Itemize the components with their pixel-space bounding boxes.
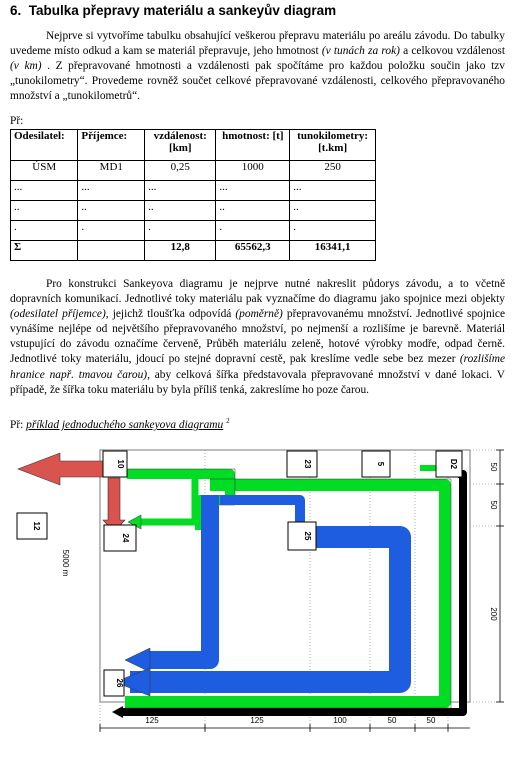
cell: 1000 [216, 161, 290, 181]
sigma-cell: Σ [11, 241, 78, 261]
section-heading: 6. Tabulka přepravy materiálu a sankeyův diagram [10, 3, 337, 18]
cell: ... [11, 181, 78, 201]
col-receiver: Příjemce: [78, 130, 145, 161]
table-example-label: Př: [10, 115, 24, 127]
cell [78, 241, 145, 261]
building-12 [17, 513, 47, 539]
right-dimension-line [496, 450, 504, 702]
cell: .. [290, 201, 376, 221]
cell: .. [145, 201, 216, 221]
product-arrowhead-1 [125, 648, 150, 672]
building-24 [104, 525, 136, 551]
dim-bottom-4: 50 [387, 716, 397, 725]
cell: . [11, 221, 78, 241]
dim-right-3: 200 [489, 607, 498, 621]
cell: MD1 [78, 161, 145, 181]
cell: ... [290, 181, 376, 201]
cell: . [216, 221, 290, 241]
label-24: 24 [121, 533, 130, 543]
col-tonkm: tunokilometry: [t.km] [290, 130, 376, 161]
bottom-dimension-line [100, 724, 470, 732]
dim-right-2: 50 [489, 500, 498, 510]
cell: .. [216, 201, 290, 221]
label-23: 23 [303, 459, 312, 469]
sankey-diagram [0, 438, 523, 758]
cell: ... [216, 181, 290, 201]
col-weight: hmotnost: [t] [216, 130, 290, 161]
bottom-dimensions [145, 716, 436, 725]
table-row [11, 221, 376, 241]
label-26: 26 [115, 678, 124, 688]
cell: . [145, 221, 216, 241]
dim-bottom-3: 100 [333, 716, 347, 725]
waste-arrowhead [112, 706, 123, 718]
scale-label: 5000 m [61, 549, 70, 577]
total-weight: 65562,3 [216, 241, 290, 261]
total-tonkm: 16341,1 [290, 241, 376, 261]
label-5: 5 [376, 461, 385, 467]
dim-bottom-5: 50 [426, 716, 436, 725]
cell: .. [11, 201, 78, 221]
label-12: 12 [32, 521, 41, 531]
paragraph-sankey-construction: Pro konstrukci Sankeyova diagramu je nejprve nutné nakreslit půdorys závodu, a to včetně dopravních komunikací. Jednotlivé toky materiálu pak vyznačíme do diagramu jako spojnice mezi objekty (odesilatel příjemce), jejichž tloušťka odpovídá (poměrně) přepravovanému množství. Jednotlivé spojnice vynášíme nejlépe od největšího přepravovaného množství, po nejmenší a rozlišíme je barevně. Materiál vstupující do závodu označíme červeně, Průběh materiálu zeleně, hotové výrobky modře, odpad černě. Jednotlivé toky materiálu, jdoucí po stejné dopravní cestě, pak kreslíme vedle sebe bez mezer (rozlišíme hranice např. tmavou čarou), aby celková šířka představovala přepravované množství v dané lokaci. V případě, že šířka toku materiálu by byla příliš tenká, zakreslíme ho poze čarou. [10, 278, 505, 396]
dim-bottom-1: 125 [145, 716, 159, 725]
table-row [11, 201, 376, 221]
dim-bottom-2: 125 [250, 716, 264, 725]
table-row [11, 181, 376, 201]
table-total-row [11, 241, 376, 261]
diagram-caption: Př: příklad jednoduchého sankeyova diagramu $^2$ [10, 417, 230, 431]
cell: ... [145, 181, 216, 201]
cell: . [290, 221, 376, 241]
paragraph-table-intro: Nejprve si vytvoříme tabulku obsahující veškerou přepravu materiálu po areálu závodu. Do tabulky uvedeme místo odkud a kam se materiál přepravuje, jeho hmotnost (v tunách za rok) a celkovou vzdálenost (v km) . Z přepravované hmotnosti a vzdálenosti pak spočítáme pro každou položku součin jako tzv „tunokilometry“. Provedeme rovněž součet celkové přepravované vzdálenosti, celkového přepravovaného množství a „tunokilometrů“. [10, 30, 506, 103]
label-d2: D2 [449, 458, 458, 470]
cell: .. [78, 201, 145, 221]
cell: . [78, 221, 145, 241]
table-row [11, 161, 376, 181]
transport-table [10, 129, 376, 261]
total-distance: 12,8 [145, 241, 216, 261]
cell: ÚSM [11, 161, 78, 181]
cell: 250 [290, 161, 376, 181]
col-sender: Odesilatel: [11, 130, 78, 161]
right-dimensions [489, 463, 498, 622]
dim-right-1: 50 [489, 462, 498, 472]
label-25: 25 [303, 531, 312, 541]
col-distance: vzdálenost: [km] [145, 130, 216, 161]
label-10: 10 [116, 459, 125, 469]
cell: ... [78, 181, 145, 201]
cell: 0,25 [145, 161, 216, 181]
table-header-row [11, 130, 376, 161]
